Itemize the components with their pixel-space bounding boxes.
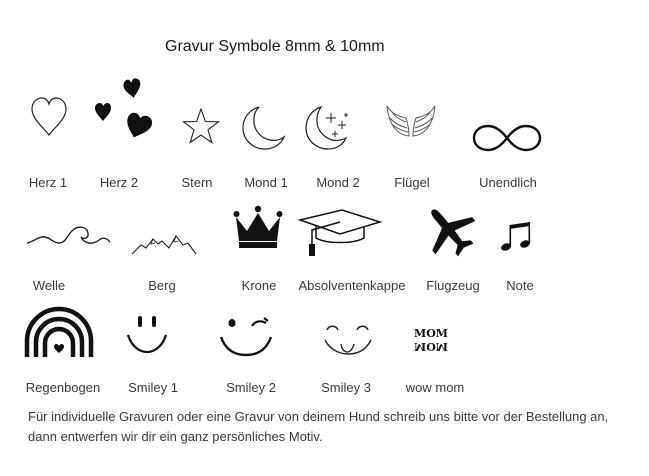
wow-mom-top-text: MOM (414, 327, 448, 340)
symbol-label-unendlich: Unendlich (479, 175, 537, 190)
symbol-label-wow-mom: wow mom (405, 380, 465, 395)
symbol-label-krone: Krone (241, 278, 277, 293)
symbol-label-welle: Welle (32, 278, 66, 293)
mountains-icon (131, 235, 197, 255)
wings-icon (386, 102, 436, 140)
symbol-label-mond-2: Mond 2 (316, 175, 360, 190)
star-icon (182, 108, 220, 144)
symbol-label-smiley-3: Smiley 3 (321, 380, 371, 395)
heart-outline-icon (30, 97, 68, 137)
symbol-label-herz-2: Herz 2 (99, 175, 139, 190)
symbol-label-fluegel: Flügel (394, 175, 430, 190)
tongue-smiley-icon (323, 322, 373, 356)
symbol-label-mond-1: Mond 1 (244, 175, 288, 190)
smiley-icon (126, 315, 168, 353)
symbol-label-stern: Stern (181, 175, 213, 190)
symbol-label-regenbogen: Regenbogen (25, 380, 101, 395)
symbol-label-absolventenkappe: Absolventenkappe (298, 278, 406, 293)
symbol-label-smiley-2: Smiley 2 (226, 380, 276, 395)
symbol-label-smiley-1: Smiley 1 (128, 380, 178, 395)
three-hearts-icon (93, 78, 155, 140)
infinity-icon (472, 124, 542, 152)
footer-note: Für individuelle Gravuren oder eine Gravur von deinem Hund schreib uns bitte vor der Bestellung an, dann entwerfen wir dir ein ganz persönliches Motiv. (28, 409, 609, 444)
wow-mom-bottom-text: MOM (414, 340, 448, 353)
wow-mom-icon (412, 326, 450, 354)
page-title: Gravur Symbole 8mm & 10mm (165, 38, 385, 55)
rainbow-icon (24, 307, 94, 359)
symbol-label-flugzeug: Flugzeug (426, 278, 480, 293)
graduation-cap-icon (298, 208, 382, 258)
symbol-label-note: Note (506, 278, 534, 293)
winking-smiley-icon (218, 317, 274, 357)
wave-icon (27, 224, 111, 248)
symbol-label-herz-1: Herz 1 (28, 175, 68, 190)
crescent-moon-icon (241, 105, 287, 151)
symbol-label-berg: Berg (148, 278, 176, 293)
music-note-icon (500, 221, 534, 253)
moon-stars-icon (305, 105, 353, 151)
crown-icon (233, 205, 283, 249)
airplane-icon (421, 203, 477, 257)
